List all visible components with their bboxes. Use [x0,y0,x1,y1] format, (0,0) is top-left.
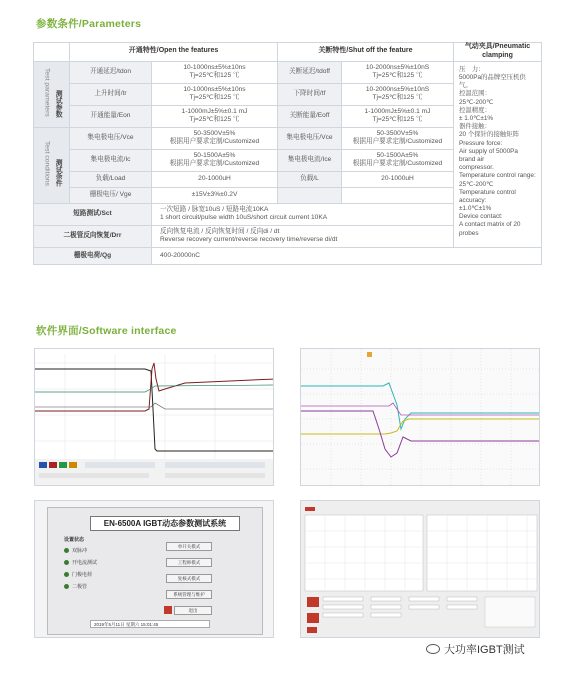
options-header: 设置状态 [64,537,85,543]
row-value: 50-1500A±5% 根据用户要求定制/Customized [342,149,454,171]
status-bar: 2019年5月11日 星期六 15:01:45 [90,620,210,628]
row-value: 50-3500V±5% 根据用户要求定制/Customized [342,127,454,149]
waveform-screenshot-1 [34,348,274,486]
system-window [47,507,263,635]
waveform-screenshot-2 [300,348,540,486]
row-label: 负载/Load [70,171,152,187]
software-heading: 软件界面/Software interface [36,325,177,337]
group-test-conditions: Test conditions 测试条件 [34,127,70,203]
row-value: 10-2000ns±5%±10nS Tj=25℃和125 ℃ [342,83,454,105]
radio-dot-icon [64,572,69,577]
workspace-ui [301,501,540,638]
header-on: 开通特性/Open the features [70,43,278,62]
parameters-table [33,42,542,265]
row-value: ±15V±3%±0.2V [152,187,278,203]
menu-button[interactable]: 单开关模式 [166,542,212,551]
waveform-plot-2 [301,349,540,486]
exit-icon [164,606,172,614]
short-circuit-value: 一次短路 / 脉宽10uS / 短路电流10KA 1 short circuit/pulse width 10uS/short circuit current 10KA [152,203,454,225]
test-workspace-screenshot [300,500,540,638]
short-circuit-label: 短路测试/Sct [34,203,152,225]
menu-button[interactable]: 工程师模式 [166,558,212,567]
row-value: 10-2000ns±5%±10nS Tj=25℃和125 ℃ [342,61,454,83]
row-value: 10-1000ns±5%±10ns Tj=25℃和125 ℃ [152,61,278,83]
parameters-heading: 参数条件/Parameters [36,18,142,30]
row-label: 集电极电流/Ic [70,149,152,171]
watermark-text: 大功率IGBT测试 [444,644,525,656]
waveform-plot-1 [35,349,274,486]
row-label: 集电极电流/Ice [278,149,342,171]
option-item[interactable]: 门极电荷 [64,571,134,578]
row-label: 开通能量/Eon [70,105,152,127]
row-label: 负载/L [278,171,342,187]
row-label: 集电极电压/Vce [278,127,342,149]
header-clamp: 气动夹具/Pneumatic clamping [454,43,542,62]
row-value: 1-1000mJ±5%±0.1 mJ Tj=25℃和125 ℃ [152,105,278,127]
row-value [342,187,454,203]
gate-charge-value: 400-20000nC [152,247,542,264]
option-item[interactable]: 二极管 [64,583,134,590]
exit-button[interactable]: 退出 [174,606,212,615]
row-label: 开通延迟/tdon [70,61,152,83]
row-label: 下降时间/tf [278,83,342,105]
row-label: 关断延迟/tdoff [278,61,342,83]
system-menu-screenshot [34,500,274,638]
menu-button[interactable]: 复核式模式 [166,574,212,583]
row-value: 20-1000uH [152,171,278,187]
row-label: 栅极电压/ Vge [70,187,152,203]
radio-dot-icon [64,548,69,553]
gate-charge-label: 栅极电荷/Qg [34,247,152,264]
option-item[interactable]: 开电流测试 [64,559,134,566]
clamp-description: 压 力： 5000Pa的品牌空压机供气。 控温范围： 25℃-200℃ 控温精度： ± 1.0℃±1% 器件接触： 20 个探针的接触矩阵 Pressure force: Air supply of 5000Pa brand air compressor. Temperature control range: 25℃-200℃ Temperature control accuracy: ±1.0℃±1% Device contact: A contact matrix of 20 probes [454,61,542,247]
row-label: 上升时间/tr [70,83,152,105]
diode-recovery-label: 二极管反向恢复/Drr [34,225,152,247]
group-test-params: Test parameters 测试参数 [34,61,70,127]
row-value: 10-1000ns±5%±10ns Tj=25℃和125 ℃ [152,83,278,105]
row-value: 20-1000uH [342,171,454,187]
header-off: 关断特性/Shut off the feature [278,43,454,62]
menu-button[interactable]: 系统管理与维护 [166,590,212,599]
diode-recovery-value: 反向恢复电流 / 反向恢复时间 / 反向di / dt Reverse recovery current/reverse recovery time/reverse di/dt [152,225,454,247]
wechat-logo-icon [426,644,440,654]
row-value: 50-3500V±5% 根据用户要求定制/Customized [152,127,278,149]
radio-dot-icon [64,560,69,565]
row-label: 集电极电压/Vce [70,127,152,149]
radio-dot-icon [64,584,69,589]
system-title: EN-6500A IGBT动态参数测试系统 [90,516,240,531]
row-value: 1-1000mJ±5%±0.1 mJ Tj=25℃和125 ℃ [342,105,454,127]
row-value: 50-1500A±5% 根据用户要求定制/Customized [152,149,278,171]
watermark [426,641,525,657]
row-label: 关断能量/Eoff [278,105,342,127]
option-item[interactable]: 双脉冲 [64,547,134,554]
row-label [278,187,342,203]
